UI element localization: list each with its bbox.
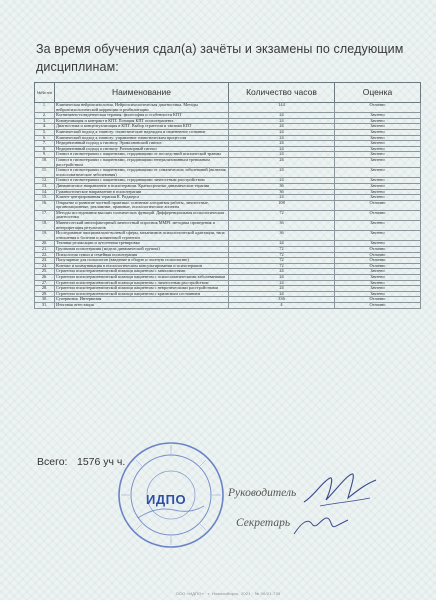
header-hours: Количество часов bbox=[229, 83, 335, 103]
row-number: 21. bbox=[35, 247, 55, 253]
grades-table bbox=[34, 82, 421, 309]
row-grade: Зачтено bbox=[335, 241, 421, 247]
row-hours: 108 bbox=[229, 200, 335, 210]
row-discipline: Клинический подход к гипнозу: гипнотические надеждам и измененное сознание bbox=[55, 129, 229, 135]
row-number: 4. bbox=[35, 124, 55, 130]
row-number: 8. bbox=[35, 146, 55, 152]
row-discipline: Клиент-центрированная терапия К. Роджерса bbox=[55, 195, 229, 201]
row-discipline: Групповая психотерапия (модель динамической группы) bbox=[55, 247, 229, 253]
row-discipline: Коммуникация и контракт в КПТ. Позиция КПТ психотерапевта bbox=[55, 118, 229, 124]
row-discipline: Клинический подход к гипнозу: управление гипнотическим процессом bbox=[55, 135, 229, 141]
row-number: 17. bbox=[35, 210, 55, 220]
row-number: 15. bbox=[35, 195, 55, 201]
row-grade: Зачтено bbox=[335, 231, 421, 241]
table-row bbox=[35, 157, 421, 167]
total-value: 1576 уч ч. bbox=[77, 456, 126, 468]
seal-logo: ИДПО bbox=[146, 492, 187, 507]
footer-imprint: ООО «ИДПО» · г. Новосибирск, 2021 · № 00/21-739 bbox=[175, 591, 281, 596]
row-hours: 72 bbox=[229, 247, 335, 253]
table-row bbox=[35, 168, 421, 178]
row-discipline: Стратегии психотерапевтической помощи пациентам с личностным расстройством bbox=[55, 280, 229, 286]
secretary-signature-label: Секретарь bbox=[236, 517, 291, 529]
row-number: 18. bbox=[35, 221, 55, 231]
row-number: 22. bbox=[35, 252, 55, 258]
row-number: 19. bbox=[35, 231, 55, 241]
table-header-row bbox=[35, 83, 421, 103]
row-grade: Отлично bbox=[335, 103, 421, 113]
row-hours: 24 bbox=[229, 113, 335, 119]
row-hours: 144 bbox=[229, 103, 335, 113]
table-row bbox=[35, 231, 421, 241]
row-number: 7. bbox=[35, 141, 55, 147]
row-hours: 72 bbox=[229, 252, 335, 258]
row-number: 14. bbox=[35, 189, 55, 195]
row-hours: 36 bbox=[229, 189, 335, 195]
row-discipline: Психология семьи и семейная психотерапия bbox=[55, 252, 229, 258]
table-row bbox=[35, 221, 421, 231]
row-grade: Отлично bbox=[335, 302, 421, 308]
row-number: 20. bbox=[35, 241, 55, 247]
row-number: 3. bbox=[35, 118, 55, 124]
row-discipline: Гуманистическое направление в психотерапии bbox=[55, 189, 229, 195]
row-hours: 24 bbox=[229, 275, 335, 281]
row-hours: 336 bbox=[229, 297, 335, 303]
row-number: 12. bbox=[35, 178, 55, 184]
table-row bbox=[35, 302, 421, 308]
row-discipline: Недирективный подход к гипнозу. Разговорный гипноз bbox=[55, 146, 229, 152]
table-row bbox=[35, 103, 421, 113]
row-hours: 36 bbox=[229, 183, 335, 189]
row-discipline: Гипноз в гипнотерапии с пациентами, страдающими генерализованным тревожным расстройством bbox=[55, 157, 229, 167]
row-number: 25. bbox=[35, 269, 55, 275]
row-number: 1. bbox=[35, 103, 55, 113]
row-grade: Зачтено bbox=[335, 269, 421, 275]
row-grade: Зачтено bbox=[335, 280, 421, 286]
row-grade: Зачтено bbox=[335, 183, 421, 189]
row-discipline: Стратегии психотерапевтической помощи пациентам с невротическими расстройствами bbox=[55, 286, 229, 292]
row-hours: 24 bbox=[229, 168, 335, 178]
row-grade: Зачтено bbox=[335, 118, 421, 124]
row-grade: Зачтено bbox=[335, 195, 421, 201]
row-hours: 24 bbox=[229, 291, 335, 297]
row-grade: Отлично bbox=[335, 210, 421, 220]
director-signature bbox=[300, 468, 380, 513]
row-grade: Зачтено bbox=[335, 189, 421, 195]
row-hours: 24 bbox=[229, 241, 335, 247]
row-discipline: Контакт и коммуникация в психологическом консультировании и психотерапии bbox=[55, 263, 229, 269]
row-grade: Зачтено bbox=[335, 221, 421, 231]
row-grade: Зачтено bbox=[335, 135, 421, 141]
row-grade: Зачтено bbox=[335, 157, 421, 167]
row-number: 5. bbox=[35, 129, 55, 135]
row-hours: 24 bbox=[229, 118, 335, 124]
row-hours: 24 bbox=[229, 129, 335, 135]
row-number: 24. bbox=[35, 263, 55, 269]
row-grade: Зачтено bbox=[335, 168, 421, 178]
row-grade: Зачтено bbox=[335, 286, 421, 292]
row-discipline: Гипноз в гипнотерапии с пациентами, страдающими личностным расстройством bbox=[55, 178, 229, 184]
row-grade: Отлично bbox=[335, 247, 421, 253]
row-number: 23. bbox=[35, 258, 55, 264]
row-grade: Отлично bbox=[335, 252, 421, 258]
row-discipline: Гипноз в гипнотерапии с пациентами, страдающими от соматических заболеваний (включая психосоматические заболевания) bbox=[55, 168, 229, 178]
row-grade: Зачтено bbox=[335, 129, 421, 135]
row-grade: Зачтено bbox=[335, 152, 421, 158]
row-grade: Зачтено bbox=[335, 113, 421, 119]
row-discipline: Итоговая аттестация bbox=[55, 302, 229, 308]
row-hours: 72 bbox=[229, 263, 335, 269]
row-hours: 24 bbox=[229, 141, 335, 147]
row-hours: 24 bbox=[229, 286, 335, 292]
row-number: 13. bbox=[35, 183, 55, 189]
row-hours: 36 bbox=[229, 231, 335, 241]
row-number: 16. bbox=[35, 200, 55, 210]
row-discipline: Динамическое направление в психотерапии. Краткосрочные динамические терапии bbox=[55, 183, 229, 189]
row-discipline: Супервизия. Интервизия bbox=[55, 297, 229, 303]
row-hours: 24 bbox=[229, 146, 335, 152]
row-hours: 24 bbox=[229, 178, 335, 184]
row-grade: Зачтено bbox=[335, 141, 421, 147]
total-label: Всего: bbox=[37, 456, 68, 468]
row-number: 2. bbox=[35, 113, 55, 119]
row-discipline: Исследование эмоционально-волевой сферы, механизмов психологической адаптации, типа отношения к болезни и копинговой стратегии bbox=[55, 231, 229, 241]
row-discipline: Миннесотский многофакторный личностный опросник ММРI: методика проведения и интерпретация результатов bbox=[55, 221, 229, 231]
row-hours: 24 bbox=[229, 157, 335, 167]
row-number: 26. bbox=[35, 275, 55, 281]
row-discipline: Клиническая нейропсихология. Нейропсихологическая диагностика. Методы нейропсихологической коррекции и реабилитации bbox=[55, 103, 229, 113]
row-grade: Отлично bbox=[335, 297, 421, 303]
row-discipline: Техники релаксации и аутогенная тренировка bbox=[55, 241, 229, 247]
row-hours: 24 bbox=[229, 195, 335, 201]
row-number: 29. bbox=[35, 291, 55, 297]
row-number: 9. bbox=[35, 152, 55, 158]
header-name: Наименование bbox=[55, 83, 229, 103]
row-number: 27. bbox=[35, 280, 55, 286]
row-grade: Зачтено bbox=[335, 124, 421, 130]
row-discipline: Когнитивно-поведенческая терапия: философия и особенности КПТ bbox=[55, 113, 229, 119]
row-number: 30. bbox=[35, 297, 55, 303]
row-discipline: Стратегии психотерапевтической помощи пациентам с кризисным состоянием bbox=[55, 291, 229, 297]
header-grade: Оценка bbox=[335, 83, 421, 103]
row-hours: 24 bbox=[229, 124, 335, 130]
row-number: 10. bbox=[35, 157, 55, 167]
page-heading: За время обучения сдал(а) зачёты и экзамены по следующим дисциплинам: bbox=[36, 42, 404, 74]
table-row bbox=[35, 210, 421, 220]
secretary-signature bbox=[290, 512, 350, 542]
row-discipline: Методы исследования высших психических функций. Дифференциальная психологическая диагностика bbox=[55, 210, 229, 220]
header-number: №№ п/п bbox=[35, 83, 55, 103]
row-grade: Зачтено bbox=[335, 178, 421, 184]
row-hours: 24 bbox=[229, 269, 335, 275]
row-grade: Отлично bbox=[335, 200, 421, 210]
row-number: 28. bbox=[35, 286, 55, 292]
row-hours: 24 bbox=[229, 280, 335, 286]
row-discipline: Стратегии психотерапевтической помощи пациентам с психосоматическими заболеваниями bbox=[55, 275, 229, 281]
row-discipline: Стратегии психотерапевтической помощи пациентам с зависимостями bbox=[55, 269, 229, 275]
row-grade: Зачтено bbox=[335, 291, 421, 297]
row-grade: Зачтено bbox=[335, 146, 421, 152]
row-number: 31. bbox=[35, 302, 55, 308]
row-grade: Отлично bbox=[335, 263, 421, 269]
director-signature-label: Руководитель bbox=[228, 487, 297, 499]
row-hours: 72 bbox=[229, 258, 335, 264]
row-hours: 36 bbox=[229, 221, 335, 231]
row-hours: 24 bbox=[229, 135, 335, 141]
row-discipline: Диагностика и концептуализация в КПТ. Выбор стратегии и тактики КПТ bbox=[55, 124, 229, 130]
row-hours: 4 bbox=[229, 302, 335, 308]
row-discipline: Гипноз в гипнотерапии с пациентами, страдающими от последствий психической травмы bbox=[55, 152, 229, 158]
table-body bbox=[35, 103, 421, 309]
table-row bbox=[35, 200, 421, 210]
row-discipline: Популярные для психологов (введение в общую и частную психологию) bbox=[55, 258, 229, 264]
row-grade: Отлично bbox=[335, 258, 421, 264]
row-number: 6. bbox=[35, 135, 55, 141]
row-grade: Зачтено bbox=[335, 275, 421, 281]
row-number: 11. bbox=[35, 168, 55, 178]
row-hours: 72 bbox=[229, 210, 335, 220]
row-hours: 24 bbox=[229, 152, 335, 158]
row-discipline: Открытие и развитие частной практики: основные алгоритмы работы, личностные, организационные, рекламные, правовые, психологические аспекты bbox=[55, 200, 229, 210]
row-discipline: Недирективный подход к гипнозу. Эриксоновский гипноз bbox=[55, 141, 229, 147]
